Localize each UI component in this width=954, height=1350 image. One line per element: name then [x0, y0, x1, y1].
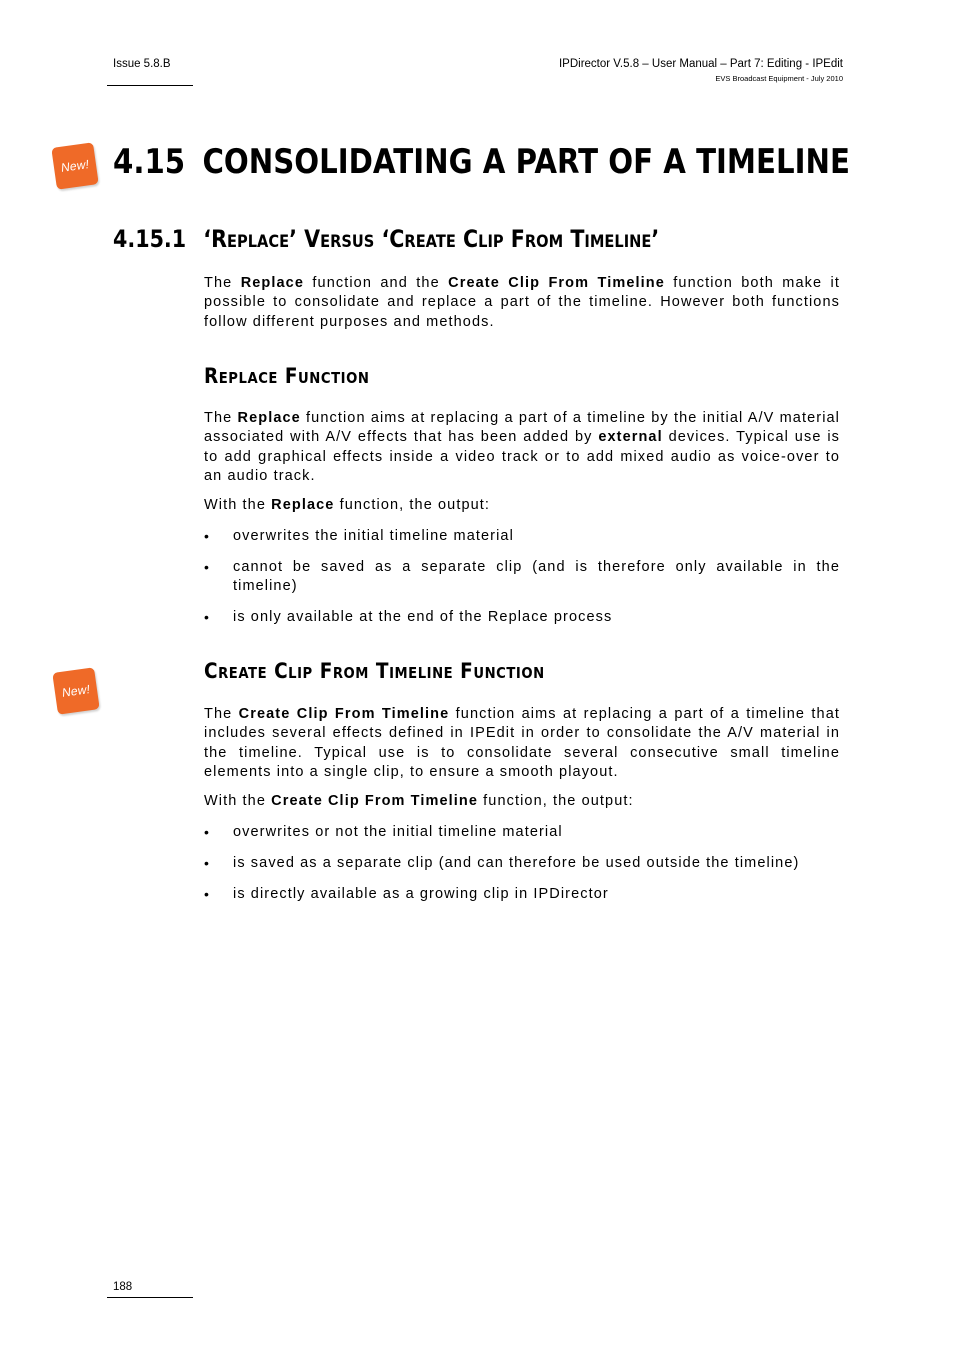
bullet-icon: • — [204, 855, 211, 871]
replace-function-heading: Replace Function — [204, 364, 370, 388]
bullet-icon: • — [204, 886, 211, 902]
header-divider — [107, 85, 193, 86]
replace-output-intro: With the Replace function, the output: — [204, 497, 491, 513]
new-badge-label: New! — [60, 157, 90, 175]
bullet-icon: • — [204, 609, 211, 625]
page-number: 188 — [113, 1281, 133, 1293]
new-badge-icon — [51, 142, 98, 189]
section-number: 4.15 — [113, 142, 186, 182]
header-subtitle: EVS Broadcast Equipment - July 2010 — [715, 74, 843, 83]
bullet-icon: • — [204, 528, 211, 544]
section-heading — [113, 142, 850, 182]
replace-function-paragraph: The Replace function aims at replacing a part of a timeline by the initial A/V material associated with A/V effects that has been added by external devices. Typical use is to add graphical effects inside a video track or to add mixed audio as voice-over to an audio track. — [204, 410, 840, 485]
bullet-icon: • — [204, 559, 211, 575]
create-clip-function-heading: Create Clip From Timeline Function — [204, 659, 545, 683]
footer-divider — [107, 1297, 193, 1298]
list-item: • is only available at the end of the Replace process — [204, 608, 840, 627]
list-item: • overwrites the initial timeline material — [204, 527, 840, 546]
list-item: • is directly available as a growing clip in IPDirector — [204, 885, 840, 904]
create-clip-function-paragraph: The Create Clip From Timeline function aims at replacing a part of a timeline that includes several effects defined in IPEdit in order to consolidate the A/V material in the timeline. Typical use is to consolidate several consecutive small timeline elements into a single clip, to ensure a smooth playout. — [204, 706, 840, 781]
subsection-number: 4.15.1 — [113, 225, 187, 253]
list-item: • is saved as a separate clip (and can therefore be used outside the timeline) — [204, 854, 840, 873]
subsection-heading — [113, 225, 659, 253]
section-title: CONSOLIDATING A PART OF A TIMELINE — [202, 142, 850, 182]
new-badge-icon — [52, 667, 99, 714]
new-badge-label: New! — [61, 682, 91, 700]
list-item: • cannot be saved as a separate clip (and is therefore only available in the timeline) — [204, 559, 840, 595]
header-issue: Issue 5.8.B — [113, 58, 171, 70]
bullet-icon: • — [204, 824, 211, 840]
header-title: IPDirector V.5.8 – User Manual – Part 7: Editing - IPEdit — [558, 58, 843, 70]
subsection-title: ‘Replace’ Versus ‘Create Clip From Timeline’ — [203, 225, 660, 253]
list-item: • overwrites or not the initial timeline material — [204, 823, 840, 842]
create-clip-output-intro: With the Create Clip From Timeline function, the output: — [204, 793, 634, 809]
intro-paragraph: The Replace function and the Create Clip From Timeline function both make it possible to consolidate and replace a part of the timeline. However both functions follow different purposes and methods. — [204, 275, 840, 330]
